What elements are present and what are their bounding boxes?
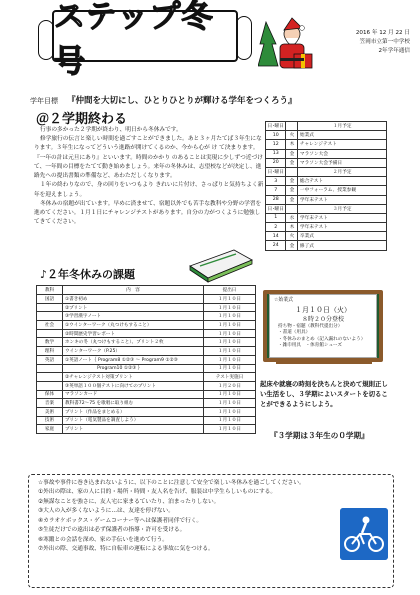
homework-content: 教科書72～75 を歌唱に取り組む [63, 399, 204, 408]
ceremony-item: ・雑巾用具 ・体育館シューズ [278, 343, 342, 349]
ceremony-title: ☆始業式 [274, 297, 294, 303]
homework-row [37, 407, 256, 416]
homework-subject [37, 364, 63, 373]
header-due: 提出日 [204, 286, 256, 295]
schedule-event: 学年末テスト [298, 223, 387, 232]
schedule-weekday: 水 [286, 213, 298, 222]
schedule-month-header [266, 167, 387, 176]
homework-row [37, 303, 256, 312]
ceremony-item: ・書道（用具） [278, 330, 311, 336]
homework-subject: 保体 [37, 390, 63, 399]
schedule-row [266, 195, 387, 204]
ceremony-date: １月１０日（火） [295, 305, 351, 314]
schedule-row [266, 158, 387, 167]
homework-content: ②プリント [63, 303, 204, 312]
schedule-row [266, 223, 387, 232]
homework-due: テスト実施日 [204, 373, 256, 382]
homework-subject [37, 303, 63, 312]
homework-due: １月２０日 [204, 381, 256, 390]
schedule-event: ２月予定 [298, 167, 387, 176]
schedule-day: 日･曜日 [266, 167, 286, 176]
schedule-weekday: 金 [286, 195, 298, 204]
safety-line: ☆事故や事件に巻き込まれないように、以下のことに注意して安全で楽しい冬休みを過ごしてください。 [38, 480, 305, 486]
homework-subject: 社会 [37, 321, 63, 330]
schedule-event: マラソン大会 [298, 149, 387, 158]
grade-goal [30, 94, 296, 106]
scroll-right-ornament [236, 16, 252, 60]
school-name: 笠岡市立第一中学校 [359, 39, 410, 45]
schedule-event: 学年末テスト [298, 195, 387, 204]
safety-line: ④カラオケボックス・ゲームコーナー等へは保護者同伴で行く。 [38, 517, 203, 524]
homework-due: １月１０日 [204, 364, 256, 373]
schedule-day: 12 [266, 140, 286, 149]
ceremony-time: ８時２０分登校 [301, 315, 344, 323]
schedule-day: 20 [266, 158, 286, 167]
schedule-event: 総合テスト [298, 177, 387, 186]
schedule-event: チャレンジテスト [298, 140, 387, 149]
schedule-weekday: 金 [286, 158, 298, 167]
schedule-weekday: 金 [286, 241, 298, 250]
schedule-row [266, 131, 387, 140]
homework-content: ②時間歴史学習レポート [63, 329, 204, 338]
safety-line: ③大人の入が多くないように…は、友達を停げない。 [38, 508, 174, 515]
newsletter-subtitle: 2年学年通信 [378, 48, 410, 54]
homework-subject: 国語 [37, 295, 63, 304]
homework-row [37, 329, 256, 338]
schedule-weekday: 火 [286, 232, 298, 241]
schedule-table [265, 121, 387, 251]
schedule-event: 一中フォーラム、授業参観 [298, 186, 387, 195]
homework-due: １月１０日 [204, 425, 256, 434]
homework-subject: 家庭 [37, 425, 63, 434]
homework-due: １月１０日 [204, 295, 256, 304]
homework-row [37, 425, 256, 434]
safety-line: ⑤生徒だけでの遠出は必ず保護者の指導・許可を受ける。 [38, 527, 186, 534]
homework-row [37, 338, 256, 347]
chalkboard-tray [276, 362, 372, 366]
schedule-day: 日･曜日 [266, 204, 286, 213]
schedule-event: 学年末テスト [298, 213, 387, 222]
schedule-row [266, 186, 387, 195]
homework-due: １月１０日 [204, 312, 256, 321]
homework-row [37, 321, 256, 330]
schedule-event: 始業式 [298, 131, 387, 140]
homework-subject [37, 381, 63, 390]
ceremony-item: 持ち物・宿題（教科代提出分） [278, 324, 343, 330]
homework-row [37, 416, 256, 425]
issue-date: 2016 年 12 月 22 日 [355, 30, 410, 36]
books-icon [186, 244, 256, 284]
schedule-day: 日･曜日 [266, 122, 286, 131]
schedule-row [266, 232, 387, 241]
santa-tree-icon [258, 14, 316, 74]
homework-due: １月１０日 [204, 338, 256, 347]
header-content: 内 容 [63, 286, 204, 295]
safety-line: ⑦外出の際、交通事故、特に自転車の運転による事故に気をつける。 [38, 546, 214, 553]
schedule-weekday [286, 122, 298, 131]
safety-line: ②無謀なことを強さに、友人宅に家まるていたり、泊まったりしない。 [38, 498, 220, 505]
schedule-weekday [286, 167, 298, 176]
schedule-event: 卒業式 [298, 232, 387, 241]
schedule-weekday [286, 204, 298, 213]
newsletter-title-box [52, 0, 238, 80]
homework-table [36, 285, 256, 434]
homework-due: １月１０日 [204, 321, 256, 330]
homework-due: １月１０日 [204, 416, 256, 425]
schedule-row [266, 213, 387, 222]
homework-content: ③英単語１００個テストに向けてのプリント [63, 381, 204, 390]
homework-row [37, 373, 256, 382]
schedule-event: ３月予定 [298, 204, 387, 213]
paragraph: 行事の多かった２学期が終わり、明日から冬休みです。 [40, 127, 182, 133]
section-body-term-end [34, 126, 264, 228]
homework-due: １月１０日 [204, 355, 256, 364]
header-subject: 教科 [37, 286, 63, 295]
homework-subject: 美術 [37, 407, 63, 416]
homework-row [37, 399, 256, 408]
grade-goal-text: 『仲間を大切にし、ひとりひとりが輝ける学年をつくろう』 [66, 96, 297, 106]
homework-due: １月１０日 [204, 303, 256, 312]
homework-content: Program10 ①②③ ｝ [63, 364, 204, 373]
homework-header-row [37, 286, 256, 295]
grade-goal-label: 学年目標 [30, 97, 58, 105]
homework-content: プリント（作品をまとめる） [63, 407, 204, 416]
homework-subject: 音楽 [37, 399, 63, 408]
schedule-day: 7 [266, 186, 286, 195]
term-motto: 『３学期は３年生の０学期』 [270, 431, 369, 440]
schedule-day: 13 [266, 149, 286, 158]
schedule-event: 修了式 [298, 241, 387, 250]
schedule-weekday: 金 [286, 149, 298, 158]
homework-due: １月１０日 [204, 347, 256, 356]
schedule-weekday: 木 [286, 140, 298, 149]
schedule-row [266, 177, 387, 186]
homework-row [37, 347, 256, 356]
safety-line: ⑥寒鍛との会話を深め、家の手伝いを進めて行う。 [38, 536, 168, 543]
homework-content: ①書き初め [63, 295, 204, 304]
homework-due: １月１０日 [204, 329, 256, 338]
homework-content: ①ウインターワーク（丸つけもすること） [63, 321, 204, 330]
homework-content: ③学習漢字ノート [63, 312, 204, 321]
homework-subject [37, 329, 63, 338]
homework-row [37, 364, 256, 373]
schedule-month-header [266, 122, 387, 131]
homework-row [37, 355, 256, 364]
homework-row [37, 295, 256, 304]
paragraph: 冬休みの宿題が出ています。早めに済ませて、宿題以外でも苦手な教科や分野の学習を進めてください。１月１日にチャレンジテストがあります。自分の力がつくように勉強してきてください。 [34, 200, 262, 226]
homework-subject: 英語 [37, 355, 63, 364]
homework-row [37, 381, 256, 390]
ceremony-item: ・冬休みのまとめ（記入漏れのないよう） [278, 336, 366, 342]
homework-content: マラソンカード [63, 390, 204, 399]
homework-row [37, 312, 256, 321]
schedule-weekday: 金 [286, 186, 298, 195]
schedule-row [266, 241, 387, 250]
newsletter-title: ステップ冬号 [54, 0, 214, 80]
schedule-day: 3 [266, 177, 286, 186]
schedule-day: 24 [266, 241, 286, 250]
schedule-row [266, 149, 387, 158]
homework-row [37, 390, 256, 399]
homework-subject: 理科 [37, 347, 63, 356]
bicycle-sign-icon [340, 508, 388, 560]
schedule-day: 14 [266, 232, 286, 241]
schedule-day: 10 [266, 131, 286, 140]
schedule-event: １月予定 [298, 122, 387, 131]
schedule-weekday: 金 [286, 177, 298, 186]
homework-content: ウインターワーク（P.25） [63, 347, 204, 356]
schedule-month-header [266, 204, 387, 213]
schedule-weekday: 木 [286, 223, 298, 232]
safety-notice-list [38, 479, 344, 555]
schedule-day: 28 [266, 195, 286, 204]
homework-subject [37, 373, 63, 382]
homework-subject: 技術 [37, 416, 63, 425]
section-heading-term-end: ＠２学期終わる [36, 112, 128, 127]
homework-content: プリント [63, 425, 204, 434]
homework-content: ②チャレンジテスト対策プリント [63, 373, 204, 382]
homework-content: ①英語ノート｛ Program8 ①②③ ～ Program9 ①②③ [63, 355, 204, 364]
homework-due: １月１０日 [204, 407, 256, 416]
schedule-weekday: 火 [286, 131, 298, 140]
lifestyle-note: 起床や就寝の時刻を決ちんと決めて規則正しい生活をし、３学期によいスタートを切ることができるようにしよう。 [260, 380, 388, 408]
safety-line: ①外出の際は、家の人に目的・場所・時間・友人名を告げ、服装は中学生らしいものにする。 [38, 489, 277, 496]
paragraph: 修学旅行の伝言と楽しい時間を過ごすことができました。あと３ヶ月たてば３年生になります。３年生になってどういう進路が開けてくるのか、今から心が け て決まります。『一年の計は元旦にあり』といいます。時間のかかり のあることは実現に少しずつ近づけて、一年間の目標をたてて動き始めましょう。来年の冬休みは、志望校などが決定し、進路先への提出書類の準備など、あわただしくなります。 [34, 136, 263, 180]
schedule-day: 1 [266, 213, 286, 222]
homework-subject: 数学 [37, 338, 63, 347]
homework-due: １月１０日 [204, 390, 256, 399]
homework-due: １月１０日 [204, 399, 256, 408]
schedule-event: マラソン大会予備日 [298, 158, 387, 167]
schedule-row [266, 140, 387, 149]
section-heading-homework: ♪２年冬休みの課題 [40, 268, 136, 281]
paragraph: １年の終わりなので、身の回りをいつもより きれいに片付け、さっぱりと気持ちよく新年を迎えましょう。 [34, 182, 264, 198]
opening-ceremony-card [269, 294, 377, 358]
homework-content: プリント（電気製品を調査しよう） [63, 416, 204, 425]
homework-content: ホンキの冬（丸つけもすること）、プリント２枚 [63, 338, 204, 347]
schedule-day: 2 [266, 223, 286, 232]
homework-subject [37, 312, 63, 321]
